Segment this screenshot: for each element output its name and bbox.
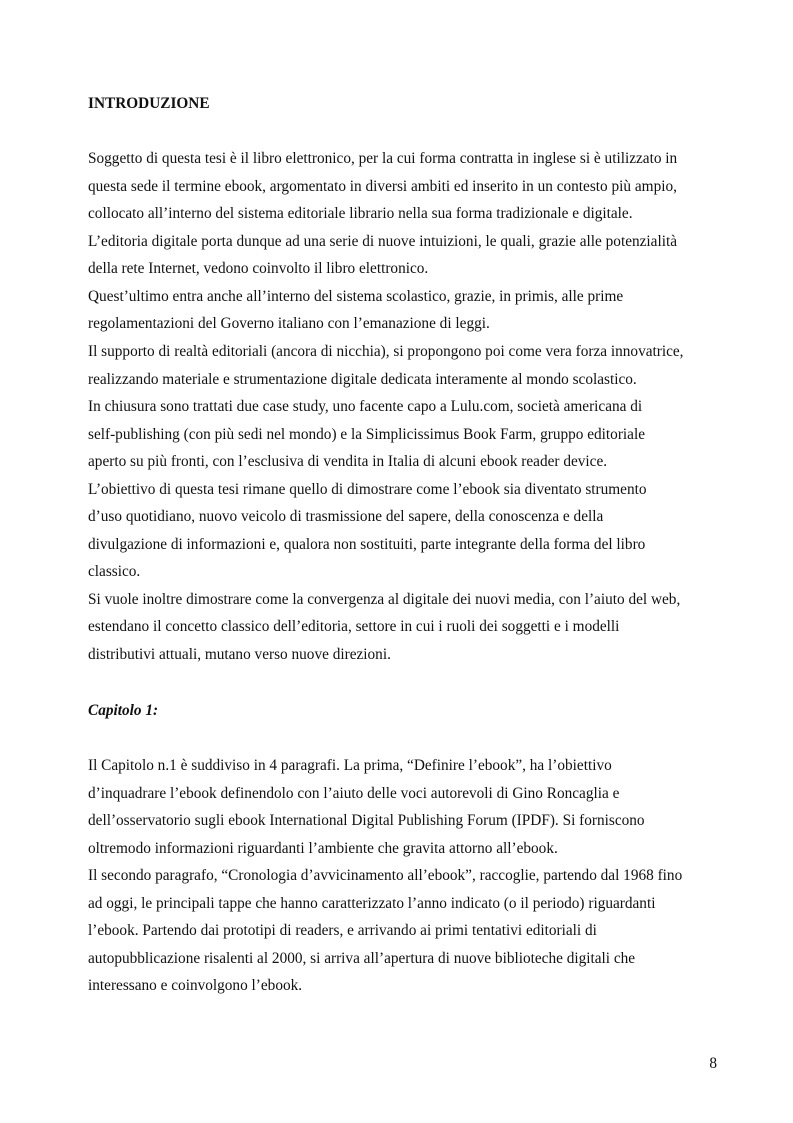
intro-line: self-publishing (con più sedi nel mondo) e la Simplicissimus Book Farm, gruppo editoriale	[88, 426, 645, 443]
chapter-line: autopubblicazione risalenti al 2000, si arriva all’apertura di nuove biblioteche digitali che	[88, 950, 636, 967]
intro-line: questa sede il termine ebook, argomentato in diversi ambiti ed inserito in un contesto più ampio,	[88, 178, 677, 195]
intro-line: Quest’ultimo entra anche all’interno del sistema scolastico, grazie, in primis, alle prime	[88, 288, 624, 305]
intro-line: In chiusura sono trattati due case study, uno facente capo a Lulu.com, società americana di	[88, 398, 643, 415]
chapter-line: l’ebook. Partendo dai prototipi di readers, e arrivando ai primi tentativi editoriali di	[88, 922, 597, 939]
page-number: 8	[709, 1055, 717, 1072]
intro-line: classico.	[88, 563, 141, 580]
chapter-heading: Capitolo 1:	[88, 702, 159, 719]
chapter-line: dell’osservatorio sugli ebook International Digital Publishing Forum (IPDF). Si forniscono	[88, 812, 645, 829]
intro-line: realizzando materiale e strumentazione digitale dedicata interamente al mondo scolastico.	[88, 371, 637, 388]
chapter-line: interessano e coinvolgono l’ebook.	[88, 977, 303, 994]
chapter-line: ad oggi, le principali tappe che hanno caratterizzato l’anno indicato (o il periodo) riguardanti	[88, 895, 656, 912]
chapter-line: d’inquadrare l’ebook definendolo con l’aiuto delle voci autorevoli di Gino Roncaglia e	[88, 785, 620, 802]
intro-line: regolamentazioni del Governo italiano con l’emanazione di leggi.	[88, 315, 490, 332]
intro-line: Soggetto di questa tesi è il libro elettronico, per la cui forma contratta in inglese si è utilizzato in	[88, 150, 678, 167]
section-heading: INTRODUZIONE	[88, 95, 210, 112]
intro-line: distributivi attuali, mutano verso nuove direzioni.	[88, 646, 391, 663]
intro-line: della rete Internet, vedono coinvolto il libro elettronico.	[88, 260, 429, 277]
chapter-line: oltremodo informazioni riguardanti l’ambiente che gravita attorno all’ebook.	[88, 840, 558, 857]
intro-line: collocato all’interno del sistema editoriale librario nella sua forma tradizionale e digitale.	[88, 205, 633, 222]
intro-line: L’obiettivo di questa tesi rimane quello di dimostrare come l’ebook sia diventato strumento	[88, 481, 647, 498]
intro-line: d’uso quotidiano, nuovo veicolo di trasmissione del sapere, della conoscenza e della	[88, 508, 604, 525]
intro-line: L’editoria digitale porta dunque ad una serie di nuove intuizioni, le quali, grazie alle potenzialità	[88, 233, 678, 250]
chapter-line: Il Capitolo n.1 è suddiviso in 4 paragrafi. La prima, “Definire l’ebook”, ha l’obiettivo	[88, 757, 612, 774]
intro-line: Si vuole inoltre dimostrare come la convergenza al digitale dei nuovi media, con l’aiuto del web,	[88, 591, 681, 608]
chapter-line: Il secondo paragrafo, “Cronologia d’avvicinamento all’ebook”, raccoglie, partendo dal 1968 fino	[88, 867, 683, 884]
intro-line: Il supporto di realtà editoriali (ancora di nicchia), si propongono poi come vera forza innovatrice,	[88, 343, 684, 360]
intro-line: aperto su più fronti, con l’esclusiva di vendita in Italia di alcuni ebook reader device.	[88, 453, 608, 470]
intro-line: estendano il concetto classico dell’editoria, settore in cui i ruoli dei soggetti e i modelli	[88, 618, 620, 635]
intro-line: divulgazione di informazioni e, qualora non sostituiti, parte integrante della forma del libro	[88, 536, 646, 553]
